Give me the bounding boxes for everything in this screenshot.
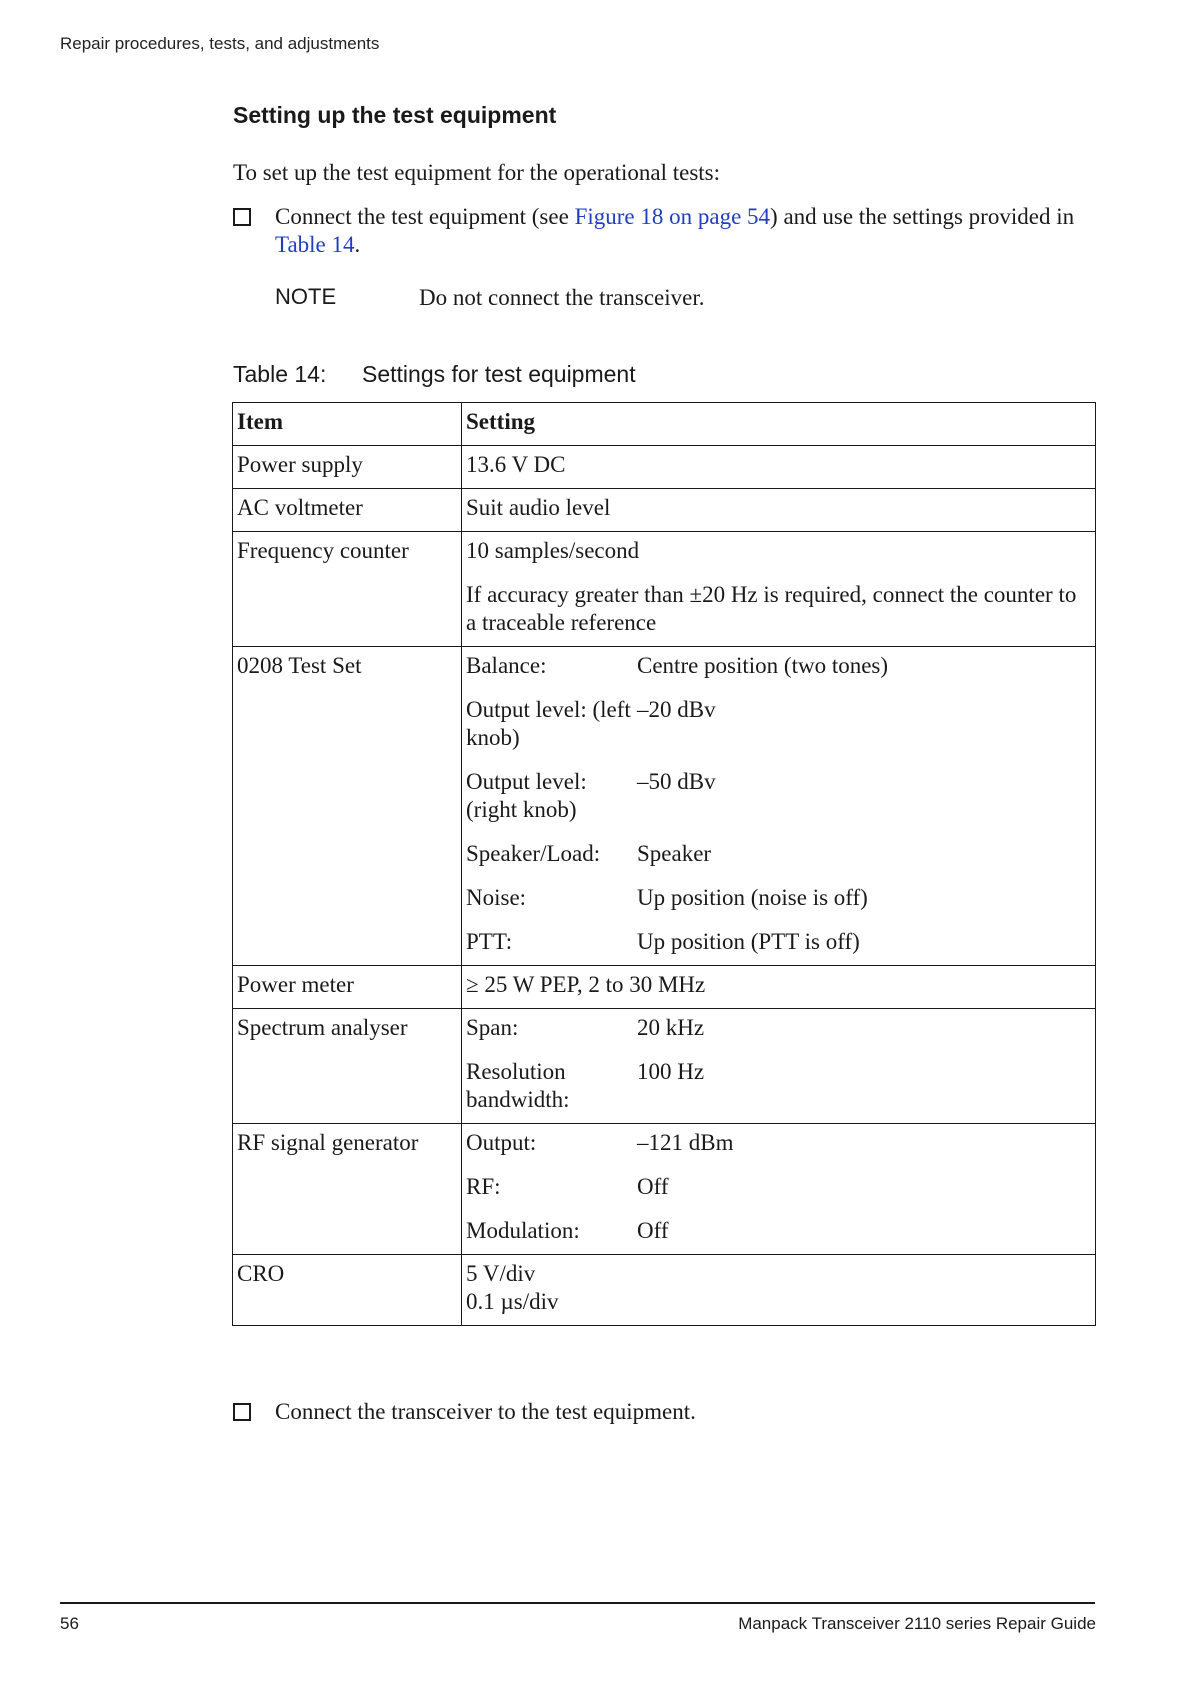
figure-18-link[interactable]: Figure 18 on page 54: [574, 204, 771, 229]
step-text: Connect the test equipment (see Figure 18 on page 54) and use the settings provided in Table 14.: [275, 204, 1075, 257]
setting-line: If accuracy greater than ±20 Hz is required, connect the counter to a traceable reference: [466, 582, 1077, 635]
item-cell: CRO: [233, 1255, 462, 1326]
table-row: [233, 1124, 1096, 1255]
setting-value: 20 kHz: [637, 1015, 705, 1040]
setting-key: Resolution bandwidth:: [466, 1059, 570, 1112]
step-connect-transceiver: [233, 1398, 1093, 1426]
setting-pair: [466, 652, 1091, 680]
note-label: NOTE: [275, 284, 337, 309]
setting-pair: [466, 1129, 1091, 1157]
table-14-link[interactable]: Table 14: [275, 232, 355, 257]
table-row: [233, 446, 1096, 489]
running-header: Repair procedures, tests, and adjustments: [60, 34, 380, 53]
table-row: [233, 532, 1096, 647]
setting-key: RF:: [466, 1174, 501, 1199]
table-row: [233, 647, 1096, 966]
note-text: Do not connect the transceiver.: [419, 285, 705, 310]
intro-text: To set up the test equipment for the operational tests:: [233, 160, 721, 185]
table-caption: [233, 361, 636, 388]
item-cell: AC voltmeter: [233, 489, 462, 532]
setting-pair: [466, 1058, 1091, 1114]
header-item: Item: [233, 403, 462, 446]
step-text: Connect the transceiver to the test equipment.: [275, 1399, 696, 1424]
setting-pair: [466, 1014, 1091, 1042]
item-cell: Power supply: [233, 446, 462, 489]
table-row: [233, 489, 1096, 532]
table-row: [233, 1009, 1096, 1124]
table-row: [233, 1255, 1096, 1326]
setting-line: 10 samples/second: [466, 538, 640, 563]
setting-value: Speaker: [637, 841, 712, 866]
setting-value: Off: [637, 1174, 669, 1199]
table-number: Table 14:: [233, 361, 327, 387]
setting-key: Noise:: [466, 885, 527, 910]
table-row: [233, 966, 1096, 1009]
setting-key: Span:: [466, 1015, 519, 1040]
setting-cell: [462, 1255, 1096, 1326]
item-cell: Spectrum analyser: [233, 1009, 462, 1124]
setting-line: 0.1 µs/div: [466, 1289, 559, 1314]
table-header-row: [233, 403, 1096, 446]
setting-line: 5 V/div: [466, 1261, 536, 1286]
table-title: Settings for test equipment: [362, 361, 636, 387]
page-number: 56: [60, 1614, 79, 1633]
setting-cell: [462, 1124, 1096, 1255]
setting-key: Output level: (left knob): [466, 697, 631, 750]
setting-key: Output level: (right knob): [466, 769, 587, 822]
header-setting: Setting: [462, 403, 1096, 446]
setting-pair: [466, 768, 1091, 824]
setting-key: Modulation:: [466, 1218, 580, 1243]
setting-value: –50 dBv: [637, 769, 716, 794]
setting-key: Speaker/Load:: [466, 841, 601, 866]
setting-value: Off: [637, 1218, 669, 1243]
settings-table: [232, 402, 1096, 1326]
setting-pair: [466, 884, 1091, 912]
section-title: Setting up the test equipment: [233, 102, 557, 128]
setting-key: PTT:: [466, 929, 513, 954]
setting-value: Up position (noise is off): [637, 885, 868, 910]
setting-value: Centre position (two tones): [637, 653, 889, 678]
setting-value: Up position (PTT is off): [637, 929, 860, 954]
setting-cell: [462, 647, 1096, 966]
setting-pair: [466, 1173, 1091, 1201]
setting-value: 100 Hz: [637, 1059, 705, 1084]
setting-key: Output:: [466, 1130, 537, 1155]
setting-cell: 13.6 V DC: [462, 446, 1096, 489]
setting-value: –121 dBm: [637, 1130, 734, 1155]
setting-cell: [462, 532, 1096, 647]
setting-key: Balance:: [466, 653, 547, 678]
setting-pair: [466, 928, 1091, 956]
checkbox-icon: [233, 208, 251, 226]
setting-cell: [462, 1009, 1096, 1124]
item-cell: 0208 Test Set: [233, 647, 462, 966]
setting-cell: ≥ 25 W PEP, 2 to 30 MHz: [462, 966, 1096, 1009]
footer-divider: [60, 1602, 1095, 1604]
checkbox-icon: [233, 1403, 251, 1421]
setting-pair: [466, 840, 1091, 868]
guide-title: Manpack Transceiver 2110 series Repair Guide: [738, 1614, 1096, 1633]
setting-cell: Suit audio level: [462, 489, 1096, 532]
setting-value: –20 dBv: [637, 697, 716, 722]
setting-pair: [466, 1217, 1091, 1245]
item-cell: Frequency counter: [233, 532, 462, 647]
step-connect-equipment: [233, 203, 1093, 259]
item-cell: Power meter: [233, 966, 462, 1009]
setting-pair: [466, 696, 1091, 752]
item-cell: RF signal generator: [233, 1124, 462, 1255]
